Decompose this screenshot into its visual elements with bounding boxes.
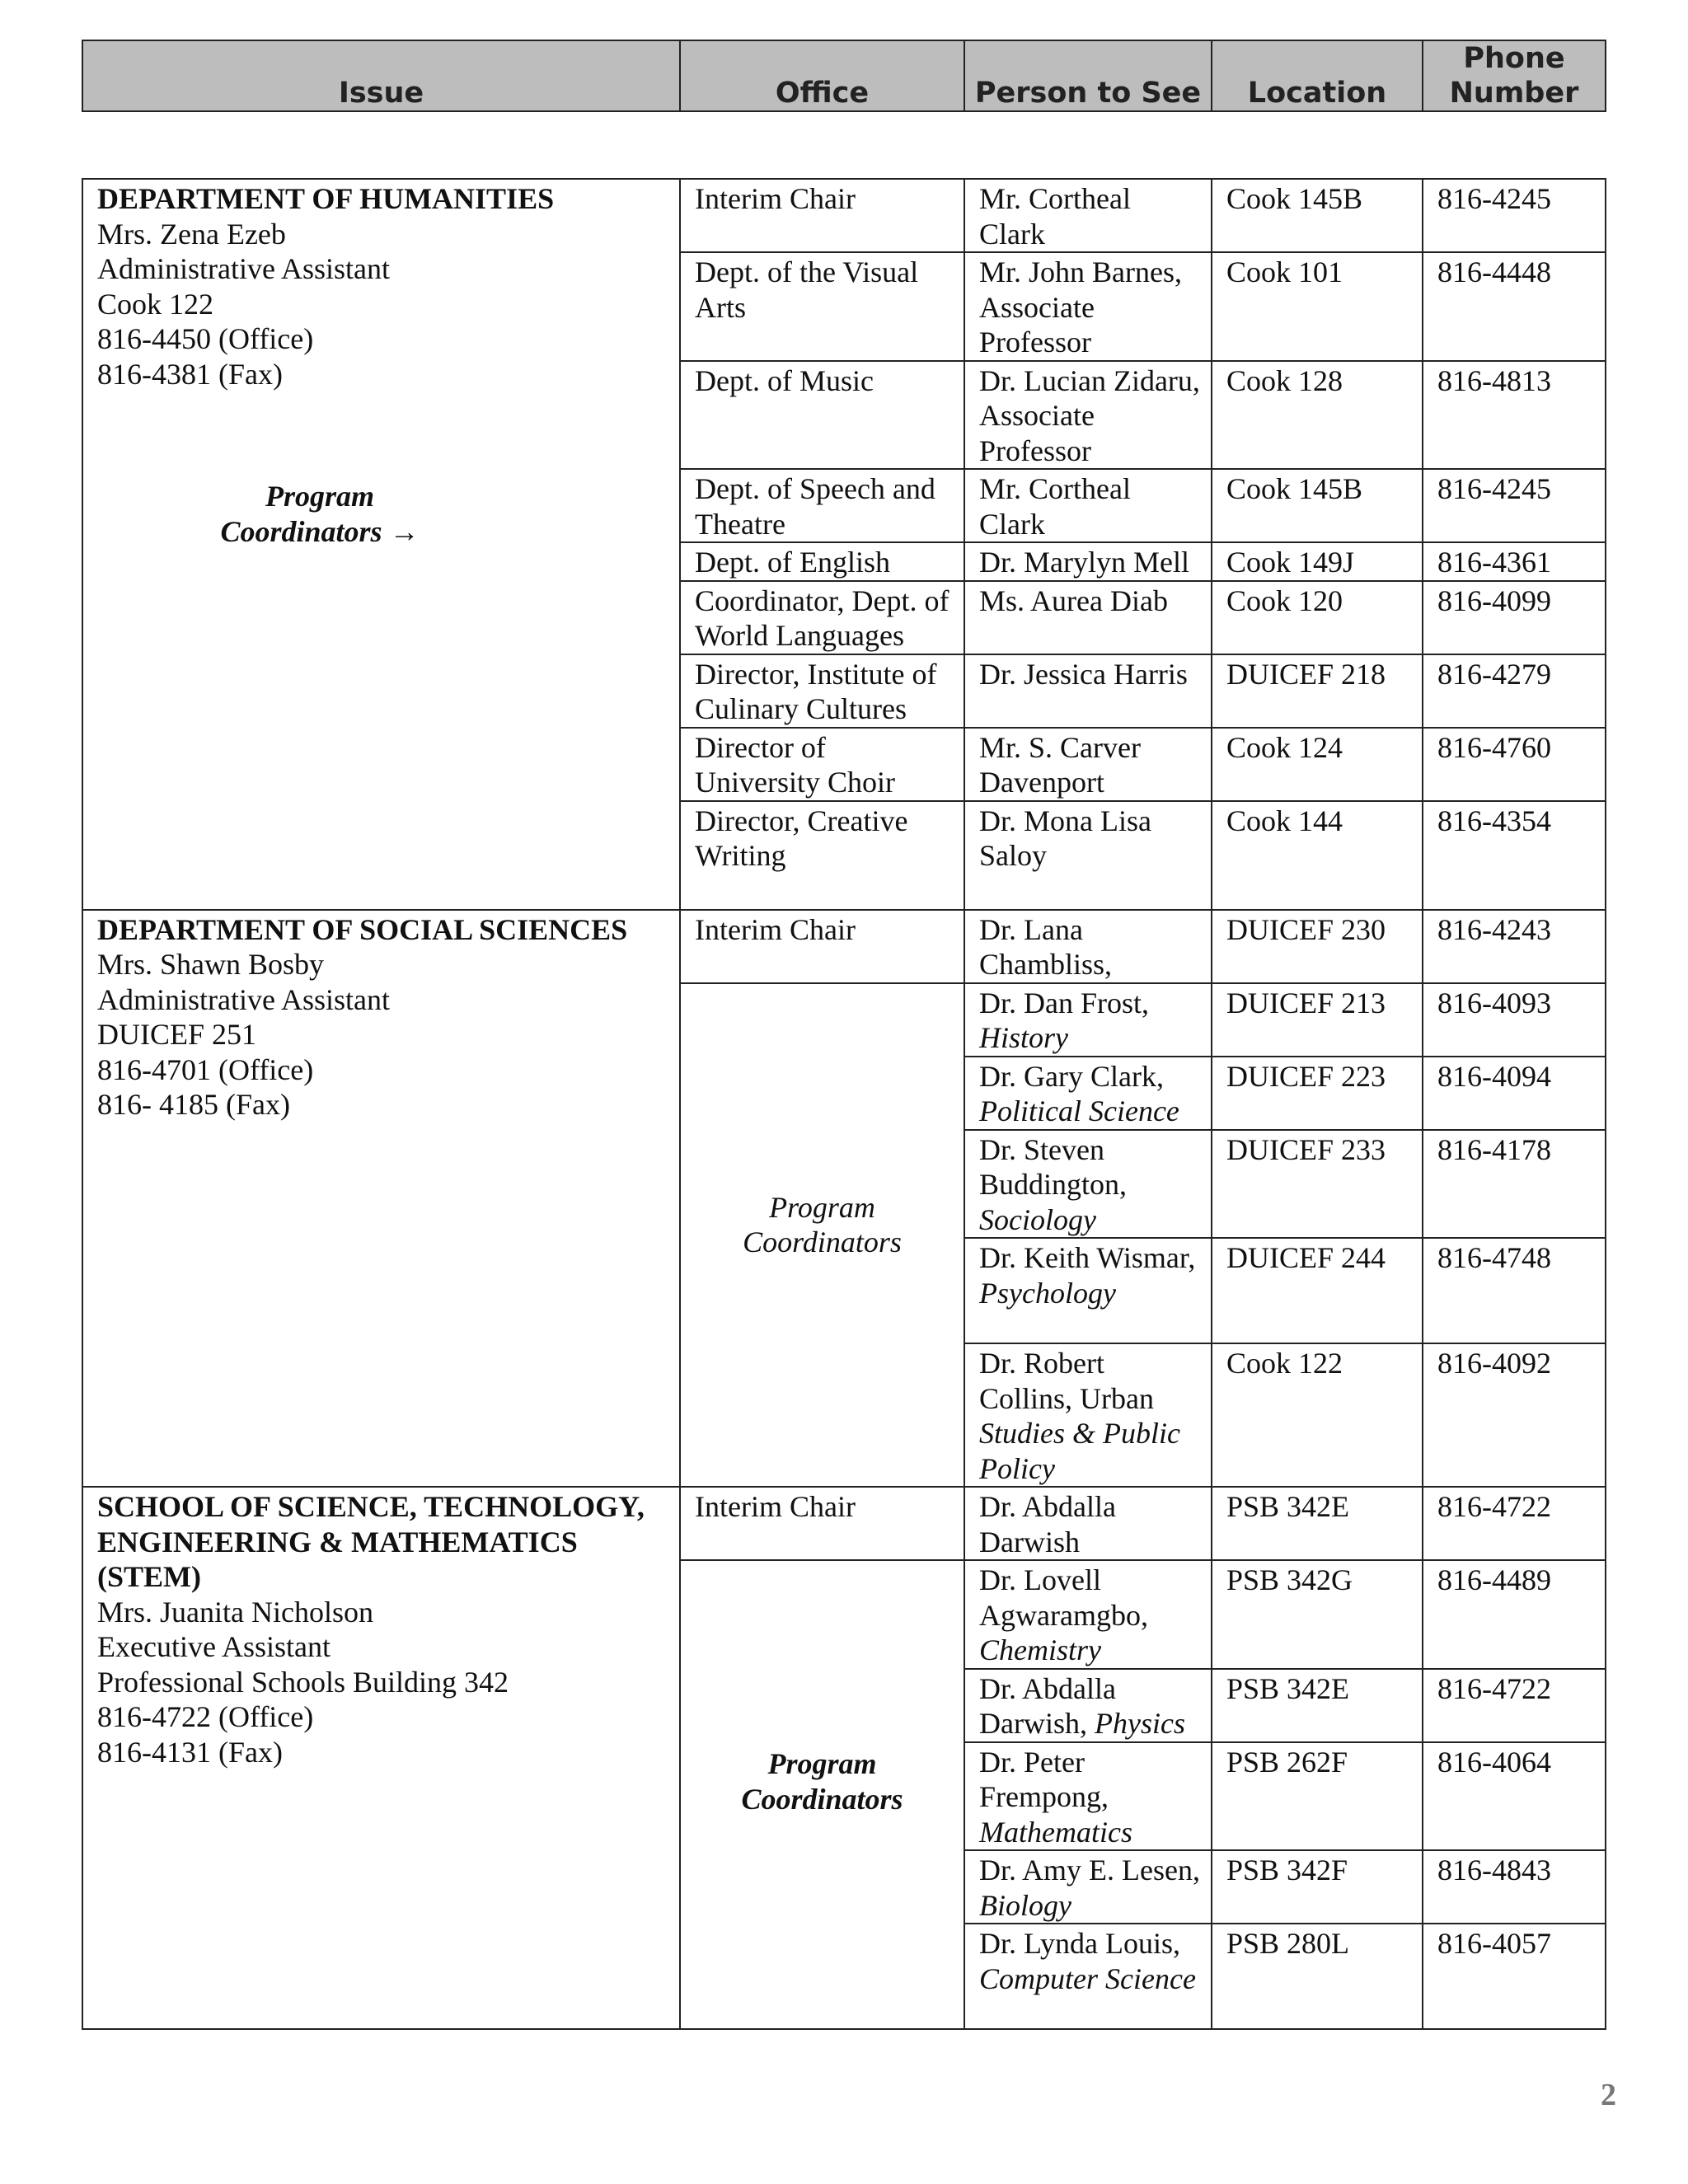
social-sciences-issue-cell (82, 910, 680, 1488)
header-office: Office (680, 40, 964, 111)
location-cell: Cook 145B (1212, 179, 1423, 252)
location-cell: Cook 144 (1212, 801, 1423, 910)
person-name: Dr. Lynda Louis, (979, 1927, 1180, 1960)
stem-title-line1: SCHOOL OF SCIENCE, TECHNOLOGY, (97, 1490, 645, 1523)
header-phone-line2: Number (1449, 77, 1579, 110)
location-cell: PSB 280L (1212, 1924, 1423, 2029)
phone-cell: 816-4448 (1423, 252, 1606, 361)
social-sciences-contact-room: DUICEF 251 (97, 1018, 257, 1051)
header-row (82, 40, 1606, 111)
office-cell: Coordinator, Dept. of World Languages (680, 581, 964, 654)
person-name: Dr. Keith Wismar, (979, 1241, 1196, 1274)
page-number: 2 (1601, 2078, 1616, 2112)
office-cell: Interim Chair (680, 910, 964, 983)
stem-fax: 816-4131 (Fax) (97, 1735, 283, 1769)
person-cell (964, 1669, 1212, 1742)
person-field: Studies & Public Policy (979, 1417, 1180, 1485)
program-coordinators-line1: Program (265, 480, 374, 513)
phone-cell: 816-4748 (1423, 1238, 1606, 1343)
person-name: Dr. Robert Collins, Urban (979, 1347, 1154, 1415)
person-name: Dr. Dan Frost, (979, 986, 1149, 1019)
location-cell: PSB 342G (1212, 1560, 1423, 1669)
location-cell: Cook 149J (1212, 542, 1423, 581)
column-header-table (82, 40, 1606, 112)
humanities-contact-name: Mrs. Zena Ezeb (97, 217, 286, 251)
phone-cell: 816-4092 (1423, 1343, 1606, 1487)
phone-cell: 816-4057 (1423, 1924, 1606, 2029)
phone-cell: 816-4178 (1423, 1130, 1606, 1239)
person-name: Dr. Peter Frempong, (979, 1745, 1109, 1813)
person-name: Dr. Amy E. Lesen, (979, 1854, 1200, 1886)
person-cell (964, 1924, 1212, 2029)
person-cell: Ms. Aurea Diab (964, 581, 1212, 654)
program-coordinators-line1: Program (769, 1190, 875, 1224)
phone-cell: 816-4094 (1423, 1057, 1606, 1130)
location-cell: PSB 342E (1212, 1487, 1423, 1560)
humanities-contact-role: Administrative Assistant (97, 252, 390, 285)
person-field: Physics (1094, 1707, 1185, 1740)
program-coordinators-line2: Coordinators → (220, 514, 420, 548)
office-cell: Dept. of the Visual Arts (680, 252, 964, 361)
person-cell (964, 1742, 1212, 1851)
person-cell: Dr. Marylyn Mell (964, 542, 1212, 581)
phone-cell: 816-4843 (1423, 1850, 1606, 1924)
location-cell: DUICEF 223 (1212, 1057, 1423, 1130)
stem-office-phone: 816-4722 (Office) (97, 1700, 314, 1733)
stem-contact-room: Professional Schools Building 342 (97, 1665, 509, 1699)
location-cell: DUICEF 230 (1212, 910, 1423, 983)
location-cell: DUICEF 213 (1212, 983, 1423, 1057)
person-cell (964, 1850, 1212, 1924)
office-cell: Director of University Choir (680, 728, 964, 801)
stem-issue-cell (82, 1487, 680, 2029)
phone-cell: 816-4489 (1423, 1560, 1606, 1669)
location-cell: DUICEF 233 (1212, 1130, 1423, 1239)
social-sciences-fax: 816- 4185 (Fax) (97, 1088, 290, 1121)
humanities-dept-title: DEPARTMENT OF HUMANITIES (97, 182, 555, 215)
phone-cell: 816-4354 (1423, 801, 1606, 910)
location-cell: Cook 120 (1212, 581, 1423, 654)
phone-cell: 816-4243 (1423, 910, 1606, 983)
social-sciences-contact-name: Mrs. Shawn Bosby (97, 948, 325, 981)
header-location: Location (1212, 40, 1423, 111)
person-cell: Mr. John Barnes, Associate Professor (964, 252, 1212, 361)
location-cell: DUICEF 244 (1212, 1238, 1423, 1343)
location-cell: Cook 124 (1212, 728, 1423, 801)
phone-cell: 816-4813 (1423, 361, 1606, 470)
table-row (82, 910, 1606, 983)
person-field: Mathematics (979, 1815, 1132, 1849)
person-cell: Dr. Lana Chambliss, (964, 910, 1212, 983)
humanities-contact-room: Cook 122 (97, 287, 214, 321)
person-cell (964, 1560, 1212, 1669)
humanities-issue-cell (82, 179, 680, 910)
person-cell: Dr. Lucian Zidaru, Associate Professor (964, 361, 1212, 470)
stem-title-line3: (STEM) (97, 1560, 201, 1593)
table-row (82, 1487, 1606, 1560)
humanities-program-coordinators-label (97, 479, 542, 549)
phone-cell: 816-4245 (1423, 469, 1606, 542)
stem-title-line2: ENGINEERING & MATHEMATICS (97, 1525, 578, 1558)
person-cell (964, 983, 1212, 1057)
location-cell: Cook 122 (1212, 1343, 1423, 1487)
person-cell: Dr. Mona Lisa Saloy (964, 801, 1212, 910)
location-cell: PSB 342E (1212, 1669, 1423, 1742)
office-cell: Dept. of English (680, 542, 964, 581)
person-name: Dr. Gary Clark, (979, 1059, 1164, 1093)
person-name: Dr. Lovell Agwaramgbo, (979, 1563, 1148, 1632)
office-cell: Dept. of Music (680, 361, 964, 470)
person-field: Psychology (979, 1276, 1116, 1310)
social-sciences-program-coordinators-label (680, 983, 964, 1488)
stem-program-coordinators-label (680, 1560, 964, 2029)
phone-cell: 816-4064 (1423, 1742, 1606, 1851)
directory-table (82, 178, 1606, 2030)
person-cell: Mr. Cortheal Clark (964, 179, 1212, 252)
header-phone-line1: Phone (1463, 42, 1565, 75)
location-cell: Cook 145B (1212, 469, 1423, 542)
stem-contact-role: Executive Assistant (97, 1630, 331, 1663)
location-cell: PSB 342F (1212, 1850, 1423, 1924)
person-field: Chemistry (979, 1633, 1101, 1666)
person-field: Biology (979, 1888, 1071, 1922)
social-sciences-office-phone: 816-4701 (Office) (97, 1052, 314, 1086)
person-name: Dr. Abdalla Darwish, (979, 1671, 1116, 1740)
office-cell: Director, Institute of Culinary Cultures (680, 654, 964, 728)
location-cell: Cook 128 (1212, 361, 1423, 470)
header-issue: Issue (82, 40, 680, 111)
phone-cell: 816-4279 (1423, 654, 1606, 728)
office-cell: Dept. of Speech and Theatre (680, 469, 964, 542)
office-cell: Director, Creative Writing (680, 801, 964, 910)
person-name: Dr. Steven Buddington, (979, 1132, 1128, 1201)
phone-cell: 816-4722 (1423, 1669, 1606, 1742)
social-sciences-contact-role: Administrative Assistant (97, 982, 390, 1016)
humanities-fax: 816-4381 (Fax) (97, 357, 283, 391)
table-row (82, 179, 1606, 252)
office-cell: Interim Chair (680, 1487, 964, 1560)
person-cell (964, 1238, 1212, 1343)
program-coordinators-line2: Coordinators (743, 1226, 902, 1259)
person-field: History (979, 1021, 1068, 1054)
person-field: Computer Science (979, 1961, 1196, 1995)
location-cell: Cook 101 (1212, 252, 1423, 361)
social-sciences-dept-title: DEPARTMENT OF SOCIAL SCIENCES (97, 912, 628, 946)
program-coordinators-line2: Coordinators (741, 1782, 903, 1816)
humanities-office-phone: 816-4450 (Office) (97, 322, 314, 355)
person-field: Sociology (979, 1202, 1096, 1236)
person-cell (964, 1343, 1212, 1487)
person-cell: Dr. Jessica Harris (964, 654, 1212, 728)
stem-contact-name: Mrs. Juanita Nicholson (97, 1595, 373, 1629)
program-coordinators-line1: Program (767, 1747, 877, 1780)
header-phone-number (1423, 40, 1606, 111)
office-cell: Interim Chair (680, 179, 964, 252)
phone-cell: 816-4361 (1423, 542, 1606, 581)
person-cell: Mr. Cortheal Clark (964, 469, 1212, 542)
phone-cell: 816-4099 (1423, 581, 1606, 654)
person-field: Political Science (979, 1094, 1179, 1127)
person-cell: Dr. Abdalla Darwish (964, 1487, 1212, 1560)
phone-cell: 816-4760 (1423, 728, 1606, 801)
location-cell: PSB 262F (1212, 1742, 1423, 1851)
person-cell: Mr. S. Carver Davenport (964, 728, 1212, 801)
header-person-to-see: Person to See (964, 40, 1212, 111)
phone-cell: 816-4245 (1423, 179, 1606, 252)
location-cell: DUICEF 218 (1212, 654, 1423, 728)
phone-cell: 816-4722 (1423, 1487, 1606, 1560)
person-cell (964, 1057, 1212, 1130)
person-cell (964, 1130, 1212, 1239)
phone-cell: 816-4093 (1423, 983, 1606, 1057)
